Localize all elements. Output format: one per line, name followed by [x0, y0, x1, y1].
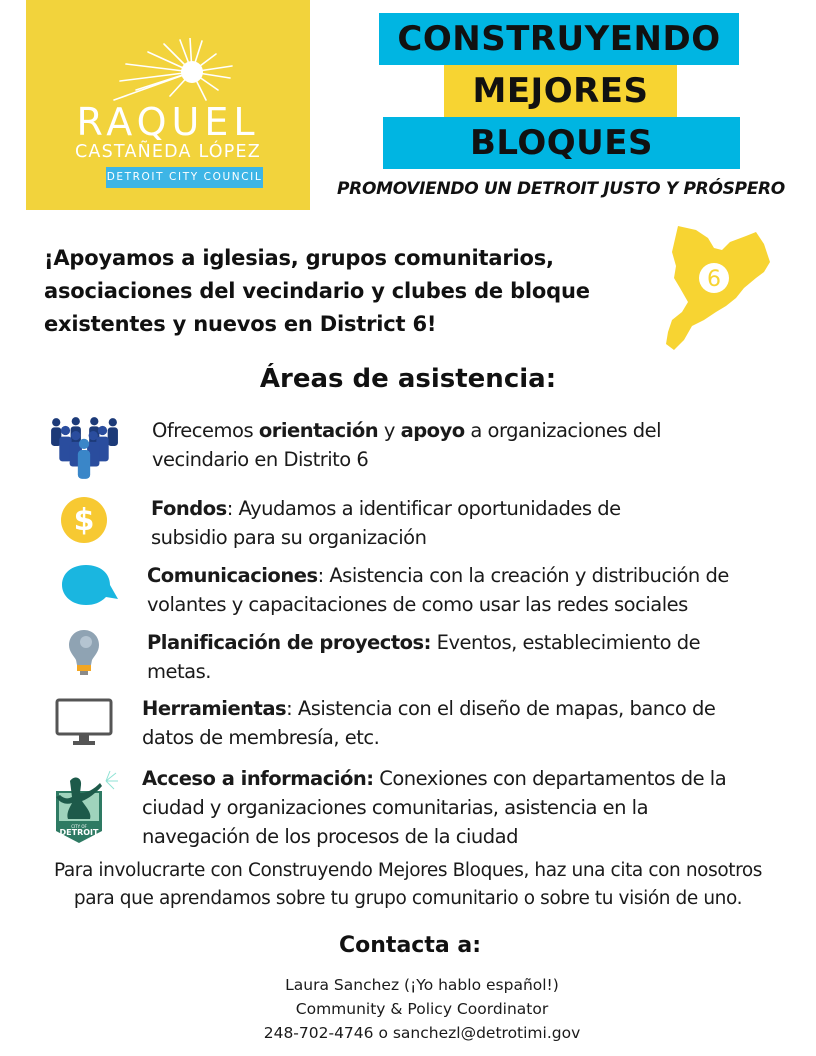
lightbulb-icon [68, 629, 100, 677]
areas-heading: Áreas de asistencia: [259, 364, 557, 394]
logo-last-name: CASTAÑEDA LÓPEZ [75, 142, 261, 162]
sun-burst-icon [106, 38, 236, 108]
service-text: Fondos: Ayudamos a identificar oportunidades de subsidio para su organización [151, 497, 621, 549]
title-line-2: MEJORES [444, 65, 677, 117]
speech-bubble-icon [60, 563, 120, 607]
contact-details[interactable]: 248-702-4746 o sanchezl@detrotimi.gov [263, 1024, 581, 1042]
title-line-1: CONSTRUYENDO [379, 13, 739, 65]
computer-monitor-icon [55, 698, 113, 746]
service-text: Acceso a información: Conexiones con departamentos de la ciudad y organizaciones comunitarias, asistencia en la navegación de los procesos de la ciudad [142, 767, 727, 848]
people-group-icon [48, 416, 120, 480]
svg-text:$: $ [73, 503, 95, 538]
district-number: 6 [707, 267, 721, 292]
contact-role: Community & Policy Coordinator [295, 1000, 549, 1018]
service-text: Comunicaciones: Asistencia con la creación y distribución de volantes y capacitaciones de como usar las redes sociales [147, 564, 729, 616]
closing-statement: Para involucrarte con Construyendo Mejores Bloques, haz una cita con nosotros para que aprendamos sobre tu grupo comunitario o sobre tu visión de uno. [53, 860, 763, 909]
contact-heading: Contacta a: [339, 933, 481, 958]
svg-text:CITY OF: CITY OF [71, 824, 87, 829]
tagline: PROMOVIENDO UN DETROIT JUSTO Y PRÓSPERO [337, 179, 785, 199]
dollar-coin-icon [60, 496, 108, 544]
service-text: Planificación de proyectos: Eventos, establecimiento de metas. [147, 631, 701, 683]
logo [26, 0, 310, 210]
logo-first-name: RAQUEL [76, 100, 260, 144]
contact-name: Laura Sanchez (¡Yo hablo español!) [285, 976, 559, 994]
intro-statement: ¡Apoyamos a iglesias, grupos comunitarios, asociaciones del vecindario y clubes de bloque existentes y nuevos en District 6! [44, 246, 590, 336]
district-map-icon [660, 222, 775, 352]
title-line-3: BLOQUES [383, 117, 740, 169]
svg-text:DETROIT: DETROIT [59, 828, 99, 837]
logo-council-label: DETROIT CITY COUNCIL [106, 167, 263, 188]
service-text: Herramientas: Asistencia con el diseño de mapas, banco de datos de membresía, etc. [142, 697, 716, 749]
service-text: Ofrecemos orientación y apoyo a organizaciones del vecindario en Distrito 6 [152, 419, 662, 471]
city-of-detroit-seal-icon [50, 769, 120, 845]
